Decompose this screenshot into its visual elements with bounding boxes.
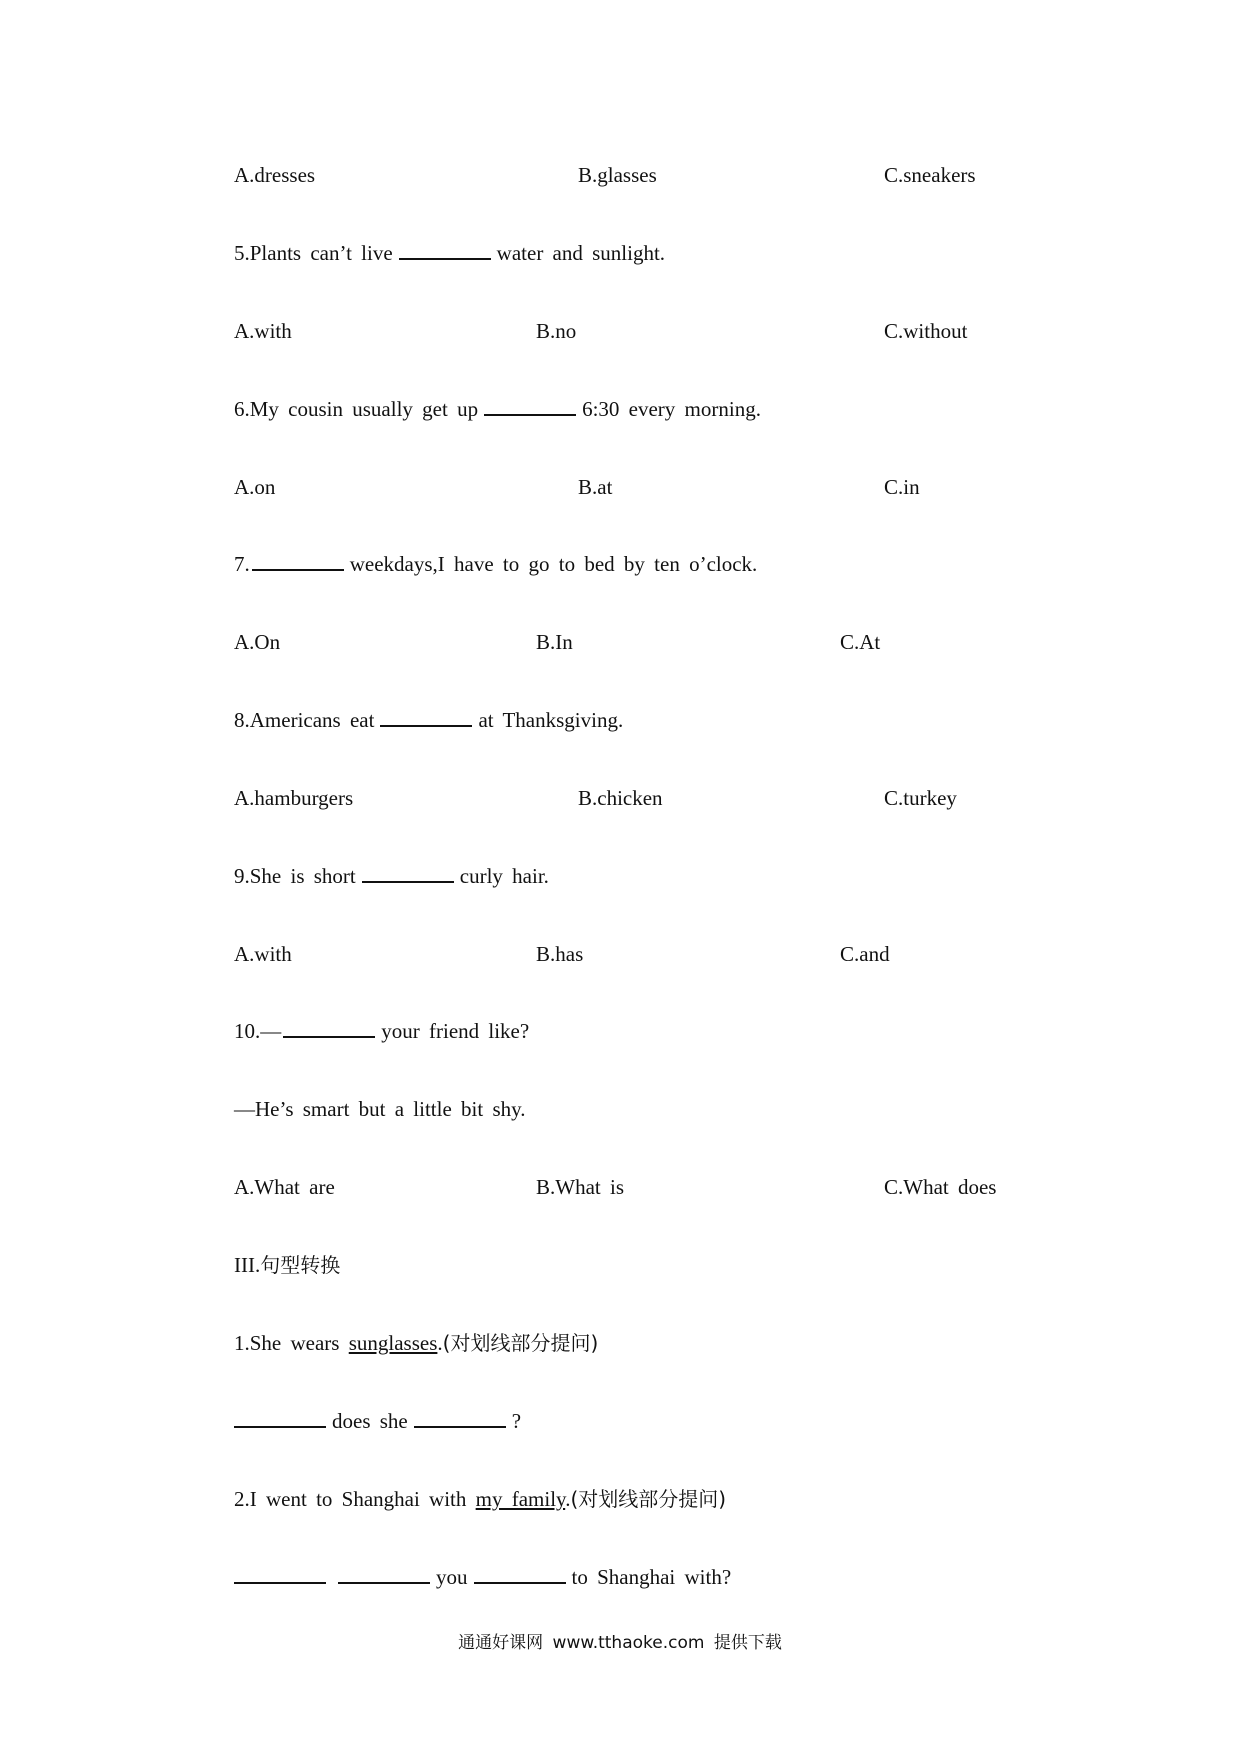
q8-text-before: 8.Americans eat — [234, 708, 375, 732]
s1-answer — [234, 1401, 1054, 1441]
q10-reply — [234, 1089, 1054, 1129]
section-title-cn: 句型转换 — [260, 1253, 341, 1277]
s2-text-before: 2.I went to Shanghai with — [234, 1487, 476, 1511]
q10-stem — [234, 1011, 1054, 1051]
q9-option-b: B.has — [536, 942, 584, 966]
q6-text-after: 6:30 every morning. — [582, 397, 761, 421]
s2-blank-3[interactable] — [474, 1558, 566, 1584]
q9-options — [234, 934, 1054, 974]
page-footer: 通通好课网 www.tthaoke.com 提供下载 — [458, 1633, 782, 1653]
q8-option-a: A.hamburgers — [234, 786, 354, 810]
s1-answer-end: ? — [511, 1409, 522, 1433]
q6-text-before: 6.My cousin usually get up — [234, 397, 479, 421]
q5-text-after: water and sunlight. — [496, 241, 666, 265]
q8-options — [234, 778, 1054, 818]
q10-blank[interactable] — [283, 1012, 375, 1038]
s1-text-after: . — [437, 1331, 443, 1355]
s2-stem — [234, 1479, 1054, 1519]
q5-option-c: C.without — [884, 319, 968, 343]
q5-stem — [234, 233, 1054, 273]
q7-text-before: 7. — [234, 552, 250, 576]
q10-option-a: A.What are — [234, 1175, 335, 1199]
q8-stem — [234, 700, 1054, 740]
q10-text-before: 10.— — [234, 1019, 282, 1043]
q8-blank[interactable] — [380, 701, 472, 727]
q6-blank[interactable] — [484, 390, 576, 416]
q10-text-after: your friend like? — [381, 1019, 530, 1043]
s2-answer-mid1: you — [436, 1565, 468, 1589]
q4-option-c: C.sneakers — [884, 163, 976, 187]
s2-text-after: . — [565, 1487, 571, 1511]
section-title-roman: III. — [234, 1253, 261, 1277]
q5-text-before: 5.Plants can’t live — [234, 241, 393, 265]
q9-stem — [234, 856, 1054, 896]
q7-option-c: C.At — [840, 630, 881, 654]
q6-options — [234, 467, 1054, 507]
q7-option-b: B.In — [536, 630, 573, 654]
s2-note: (对划线部分提问) — [570, 1487, 727, 1511]
q9-option-a: A.with — [234, 942, 292, 966]
s2-blank-2[interactable] — [338, 1558, 430, 1584]
s1-note: (对划线部分提问) — [442, 1331, 599, 1355]
q9-option-c: C.and — [840, 942, 890, 966]
s2-underlined: my family — [475, 1487, 566, 1511]
q5-option-a: A.with — [234, 319, 292, 343]
q8-option-c: C.turkey — [884, 786, 957, 810]
s2-answer-mid2: to Shanghai with? — [571, 1565, 732, 1589]
q4-options — [234, 155, 1054, 195]
q9-text-before: 9.She is short — [234, 864, 356, 888]
s1-text-before: 1.She wears — [234, 1331, 349, 1355]
q9-text-after: curly hair. — [459, 864, 549, 888]
q9-blank[interactable] — [362, 857, 454, 883]
q5-options — [234, 311, 1054, 351]
s1-blank-2[interactable] — [414, 1402, 506, 1428]
q6-option-a: A.on — [234, 475, 276, 499]
q4-option-b: B.glasses — [578, 163, 657, 187]
q10-option-b: B.What is — [536, 1175, 624, 1199]
q7-blank[interactable] — [252, 545, 344, 571]
q7-stem — [234, 544, 1054, 584]
q6-option-b: B.at — [578, 475, 613, 499]
q7-option-a: A.On — [234, 630, 281, 654]
q10-options — [234, 1167, 1054, 1207]
s1-answer-mid: does she — [332, 1409, 408, 1433]
section-title — [234, 1245, 1054, 1285]
s2-answer — [234, 1557, 1054, 1597]
q7-text-after: weekdays,I have to go to bed by ten o’clock. — [349, 552, 758, 576]
s2-blank-1[interactable] — [234, 1558, 326, 1584]
q10-reply-text: —He’s smart but a little bit shy. — [234, 1097, 526, 1121]
q4-option-a: A.dresses — [234, 163, 316, 187]
q6-option-c: C.in — [884, 475, 920, 499]
s1-blank-1[interactable] — [234, 1402, 326, 1428]
q10-option-c: C.What does — [884, 1175, 997, 1199]
q5-option-b: B.no — [536, 319, 577, 343]
s1-stem — [234, 1323, 1054, 1363]
q8-text-after: at Thanksgiving. — [478, 708, 624, 732]
q7-options — [234, 622, 1054, 662]
s1-underlined: sunglasses — [348, 1331, 438, 1355]
q5-blank[interactable] — [399, 234, 491, 260]
q8-option-b: B.chicken — [578, 786, 663, 810]
q6-stem — [234, 389, 1054, 429]
